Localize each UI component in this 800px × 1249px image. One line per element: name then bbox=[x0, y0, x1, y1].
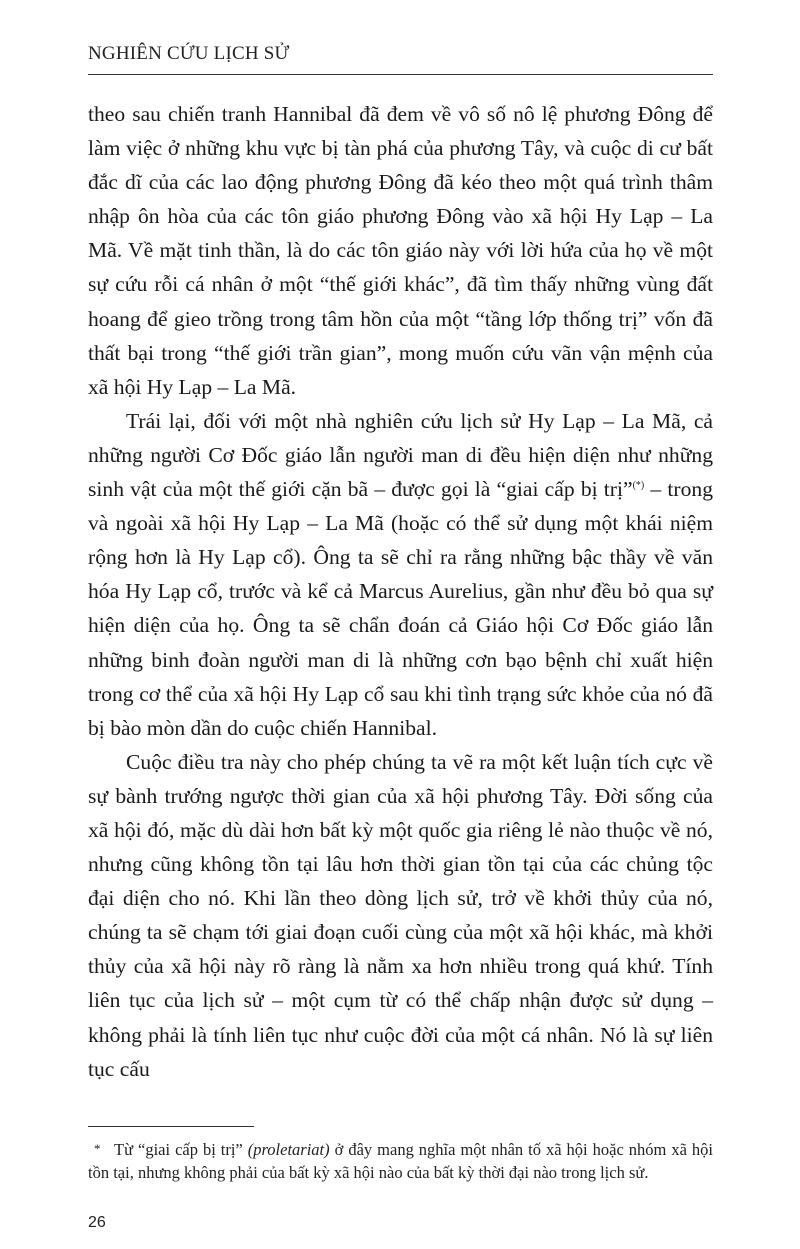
footnote bbox=[88, 1137, 713, 1185]
running-head: NGHIÊN CỨU LỊCH SỬ bbox=[88, 43, 290, 64]
paragraph-2 bbox=[88, 404, 713, 745]
body-text bbox=[88, 97, 713, 1086]
footnote-text-b: ở đây mang nghĩa một nhân tố xã hội hoặc nhóm xã hội tồn tại, nhưng không phải của bất kỳ xã hội nào của bất kỳ thời đại nào trong lịch sử. bbox=[88, 1139, 713, 1183]
header-rule bbox=[88, 74, 713, 75]
footnote-reference: (*) bbox=[632, 479, 645, 491]
page-number: 26 bbox=[88, 1213, 106, 1231]
paragraph-2-text-a: Trái lại, đối với một nhà nghiên cứu lịch sử Hy Lạp – La Mã, cả những người Cơ Đốc giáo lẫn người man di đều hiện diện như những sinh vật của một thế giới cặn bã – được gọi là “giai cấp bị trị” bbox=[88, 408, 713, 502]
footnote-text-a: Từ “giai cấp bị trị” bbox=[114, 1139, 248, 1159]
footnote-italic-term: (proletariat) bbox=[247, 1139, 330, 1159]
paragraph-3: Cuộc điều tra này cho phép chúng ta vẽ ra một kết luận tích cực về sự bành trướng ngược thời gian của xã hội phương Tây. Đời sống của xã hội đó, mặc dù dài hơn bất kỳ một quốc gia riêng lẻ nào thuộc về nó, nhưng cũng không tồn tại lâu hơn thời gian tồn tại của các chủng tộc đại diện cho nó. Khi lần theo dòng lịch sử, trở về khởi thủy của nó, chúng ta sẽ chạm tới giai đoạn cuối cùng của một xã hội khác, mà khởi thủy của xã hội này rõ ràng là nằm xa hơn nhiều trong quá khứ. Tính liên tục của lịch sử – một cụm từ có thể chấp nhận được sử dụng – không phải là tính liên tục như cuộc đời của một cá nhân. Nó là sự liên tục cấu bbox=[88, 749, 713, 1081]
footnote-marker: * bbox=[94, 1140, 101, 1156]
footnote-rule bbox=[88, 1126, 254, 1127]
book-page bbox=[88, 0, 713, 1249]
paragraph-1: theo sau chiến tranh Hannibal đã đem về vô số nô lệ phương Đông để làm việc ở những khu vực bị tàn phá của phương Tây, và cuộc di cư bất đắc dĩ của các lao động phương Đông đã kéo theo một quá trình thâm nhập ôn hòa của các tôn giáo phương Đông vào xã hội Hy Lạp – La Mã. Về mặt tinh thần, là do các tôn giáo này với lời hứa của họ về một sự cứu rỗi cá nhân ở một “thế giới khác”, đã tìm thấy những vùng đất hoang để gieo trồng trong tâm hồn của một “tầng lớp thống trị” vốn đã thất bại trong “thế giới trần gian”, mong muốn cứu vãn vận mệnh của xã hội Hy Lạp – La Mã. bbox=[88, 102, 713, 399]
paragraph-2-text-b: – trong và ngoài xã hội Hy Lạp – La Mã (hoặc có thể sử dụng một khái niệm rộng hơn là Hy Lạp cổ). Ông ta sẽ chỉ ra rằng những bậc thầy về văn hóa Hy Lạp cổ, trước và kể cả Marcus Aurelius, gần như đều bỏ qua sự hiện diện của họ. Ông ta sẽ chẩn đoán cả Giáo hội Cơ Đốc giáo lẫn những binh đoàn người man di là những cơn bạo bệnh chỉ xuất hiện trong cơ thể của xã hội Hy Lạp cổ sau khi tình trạng sức khỏe của nó đã bị bào mòn dần do cuộc chiến Hannibal. bbox=[88, 477, 713, 740]
